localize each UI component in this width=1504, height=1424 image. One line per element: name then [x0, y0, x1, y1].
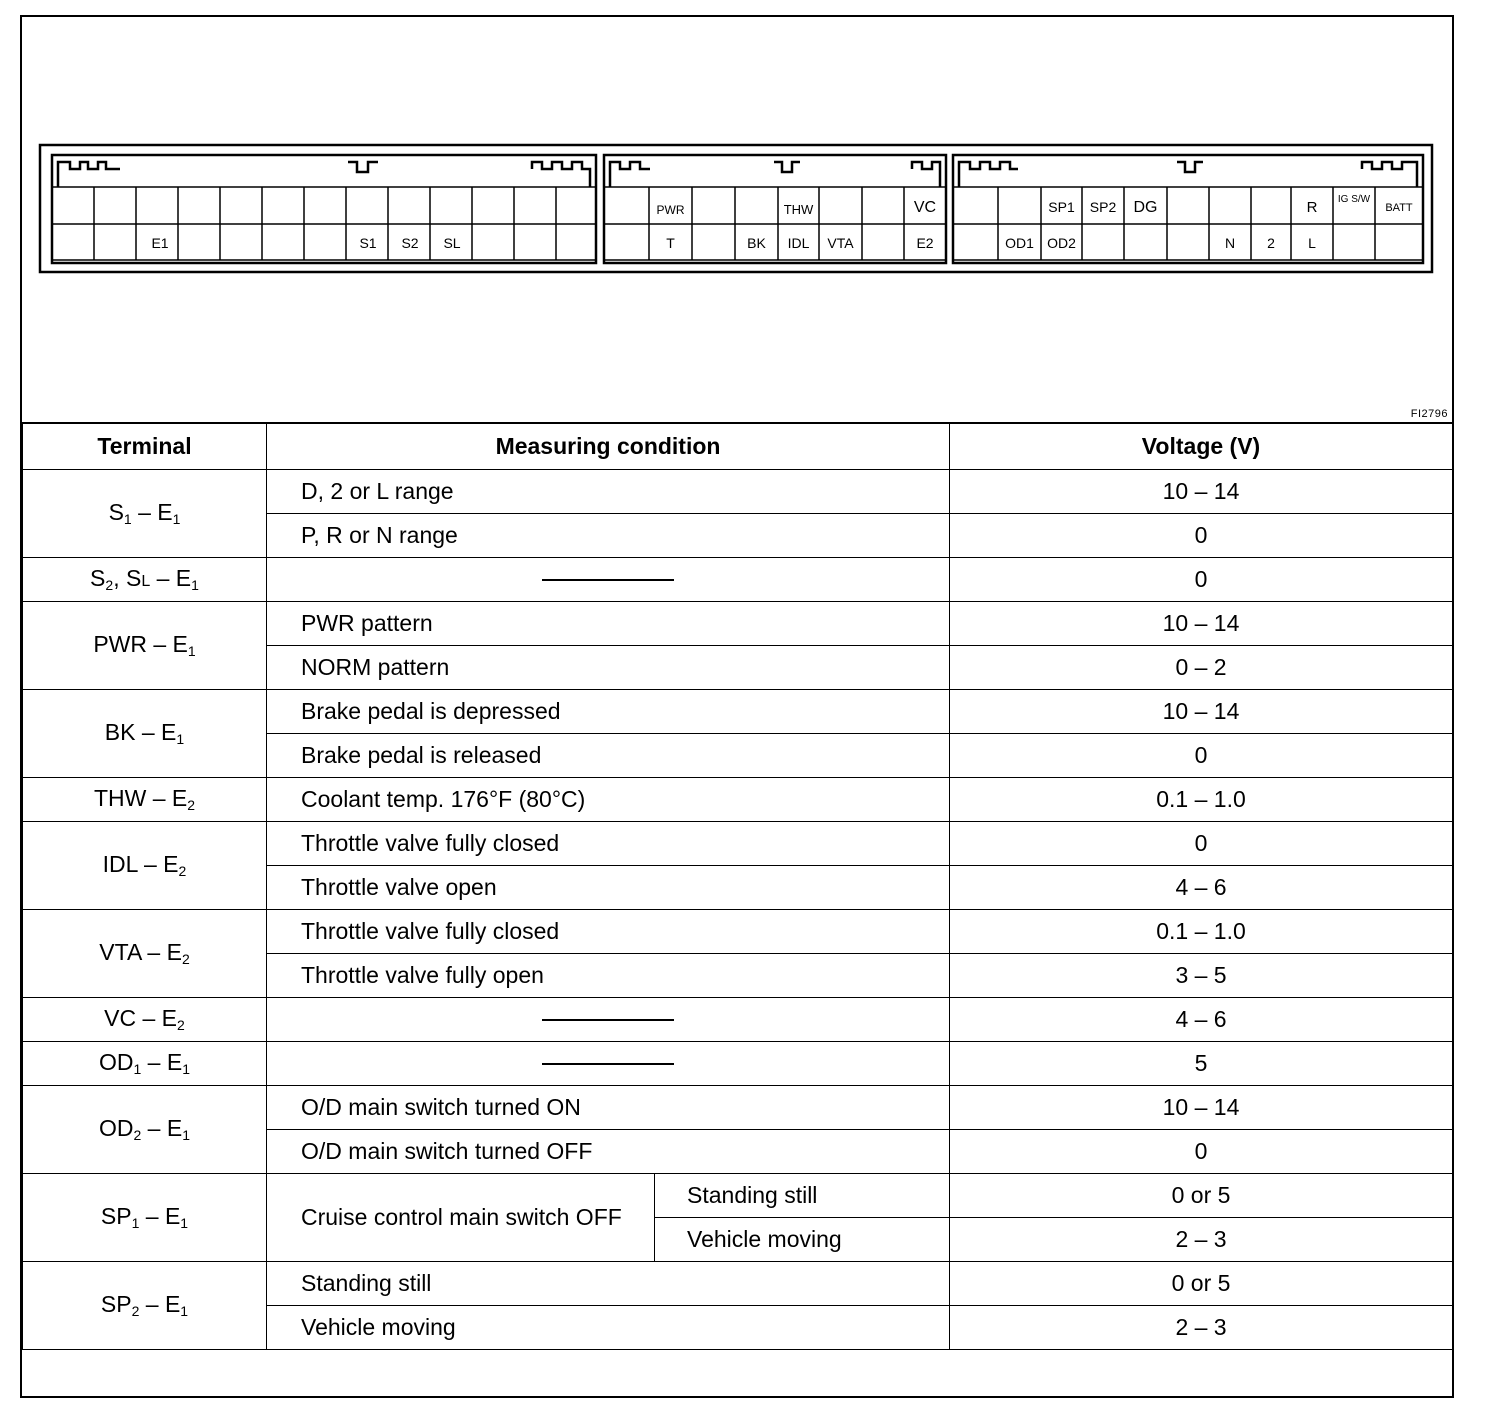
condition-group-cell: Cruise control main switch OFF: [267, 1173, 655, 1261]
voltage-cell: 0.1 – 1.0: [950, 909, 1453, 953]
voltage-cell: 4 – 6: [950, 997, 1453, 1041]
pin-label: T: [666, 235, 675, 251]
not-applicable-dash: [542, 579, 674, 581]
voltage-cell: 0: [950, 1129, 1453, 1173]
pin-label: DG: [1133, 199, 1158, 216]
pin-label: R: [1306, 199, 1318, 216]
pin-label: VTA: [827, 235, 854, 251]
terminal-cell: IDL – $E_2$: [23, 821, 267, 909]
voltage-cell: 3 – 5: [950, 953, 1453, 997]
voltage-cell: 10 – 14: [950, 1085, 1453, 1129]
terminal-cell: $SP_1 - E_1$: [23, 1173, 267, 1261]
table-row: [23, 821, 1453, 865]
condition-cell: Throttle valve fully open: [267, 953, 950, 997]
terminal-cell: $S_1 - E_1$: [23, 469, 267, 557]
table-row: [23, 469, 1453, 513]
voltage-cell: 2 – 3: [950, 1217, 1453, 1261]
pin-label: SP1: [1048, 199, 1075, 215]
pin-label: OD1: [1005, 235, 1034, 251]
voltage-cell: 10 – 14: [950, 689, 1453, 733]
terminal-cell: $OD_2 - E_1$: [23, 1085, 267, 1173]
condition-cell: [267, 1041, 950, 1085]
terminal-voltage-table: [22, 422, 1453, 1350]
voltage-cell: 0: [950, 821, 1453, 865]
table-row: [23, 689, 1453, 733]
table-row: [23, 909, 1453, 953]
terminal-cell: VTA – $E_2$: [23, 909, 267, 997]
condition-cell: Brake pedal is released: [267, 733, 950, 777]
connector-housing: [40, 145, 1432, 272]
table-row: [23, 1261, 1453, 1305]
voltage-cell: 0 – 2: [950, 645, 1453, 689]
condition-cell: Throttle valve open: [267, 865, 950, 909]
figure-code: FI2796: [1410, 408, 1448, 420]
pin-label: VC: [913, 199, 937, 216]
condition-cell: NORM pattern: [267, 645, 950, 689]
pin-label: THW: [783, 202, 814, 217]
pin-label: IDL: [787, 235, 810, 251]
header-voltage: Voltage (V): [950, 423, 1453, 469]
condition-cell: Brake pedal is depressed: [267, 689, 950, 733]
table-row: [23, 601, 1453, 645]
pin-label: L: [1308, 235, 1316, 251]
pin-label: PWR: [656, 203, 685, 217]
terminal-cell: $OD_1 - E_1$: [23, 1041, 267, 1085]
terminal-cell: $SP_2 - E_1$: [23, 1261, 267, 1349]
pin-label: BATT: [1385, 202, 1413, 214]
voltage-cell: 0: [950, 513, 1453, 557]
voltage-cell: 5: [950, 1041, 1453, 1085]
condition-cell: O/D main switch turned ON: [267, 1085, 950, 1129]
condition-cell: P, R or N range: [267, 513, 950, 557]
connector-figure: [22, 17, 1452, 422]
voltage-cell: 2 – 3: [950, 1305, 1453, 1349]
voltage-cell: 0 or 5: [950, 1261, 1453, 1305]
condition-cell: Vehicle moving: [267, 1305, 950, 1349]
pin-label: N: [1224, 235, 1236, 251]
condition-cell: Standing still: [655, 1173, 950, 1217]
pin-label: SL: [443, 235, 461, 251]
voltage-cell: 0: [950, 733, 1453, 777]
not-applicable-dash: [542, 1063, 674, 1065]
condition-cell: PWR pattern: [267, 601, 950, 645]
condition-cell: Vehicle moving: [655, 1217, 950, 1261]
voltage-cell: 0: [950, 557, 1453, 601]
table-row: [23, 777, 1453, 821]
table-row: [23, 557, 1453, 601]
terminal-cell: PWR – $E_1$: [23, 601, 267, 689]
table-row: [23, 1085, 1453, 1129]
terminal-cell: THW – $E_2$: [23, 777, 267, 821]
condition-cell: D, 2 or L range: [267, 469, 950, 513]
condition-cell: Throttle valve fully closed: [267, 909, 950, 953]
condition-cell: [267, 997, 950, 1041]
voltage-cell: 10 – 14: [950, 601, 1453, 645]
pin-label: S2: [401, 235, 419, 251]
terminal-cell: BK – $E_1$: [23, 689, 267, 777]
table-row: [23, 1173, 1453, 1217]
table-header-row: [23, 423, 1453, 469]
pin-label: BK: [747, 235, 766, 251]
terminal-cell: VC – $E_2$: [23, 997, 267, 1041]
pin-label: E2: [916, 235, 934, 251]
header-terminal: Terminal: [23, 423, 267, 469]
document-frame: [20, 15, 1454, 1398]
voltage-cell: 10 – 14: [950, 469, 1453, 513]
connector-diagram: [22, 17, 1452, 422]
pin-label: OD2: [1047, 235, 1076, 251]
condition-cell: O/D main switch turned OFF: [267, 1129, 950, 1173]
pin-label: S1: [359, 235, 377, 251]
pin-label: IG S/W: [1337, 194, 1371, 205]
condition-cell: Coolant temp. 176°F (80°C): [267, 777, 950, 821]
not-applicable-dash: [542, 1019, 674, 1021]
pin-label: E1: [151, 235, 169, 251]
voltage-cell: 4 – 6: [950, 865, 1453, 909]
pin-label: SP2: [1089, 199, 1117, 215]
voltage-cell: 0.1 – 1.0: [950, 777, 1453, 821]
header-condition: Measuring condition: [267, 423, 950, 469]
condition-cell: Throttle valve fully closed: [267, 821, 950, 865]
voltage-cell: 0 or 5: [950, 1173, 1453, 1217]
table-row: [23, 1041, 1453, 1085]
table-row: [23, 997, 1453, 1041]
pin-label: 2: [1267, 235, 1275, 251]
condition-cell: Standing still: [267, 1261, 950, 1305]
terminal-cell: $S_2$, SL – $E_1$: [23, 557, 267, 601]
condition-cell: [267, 557, 950, 601]
